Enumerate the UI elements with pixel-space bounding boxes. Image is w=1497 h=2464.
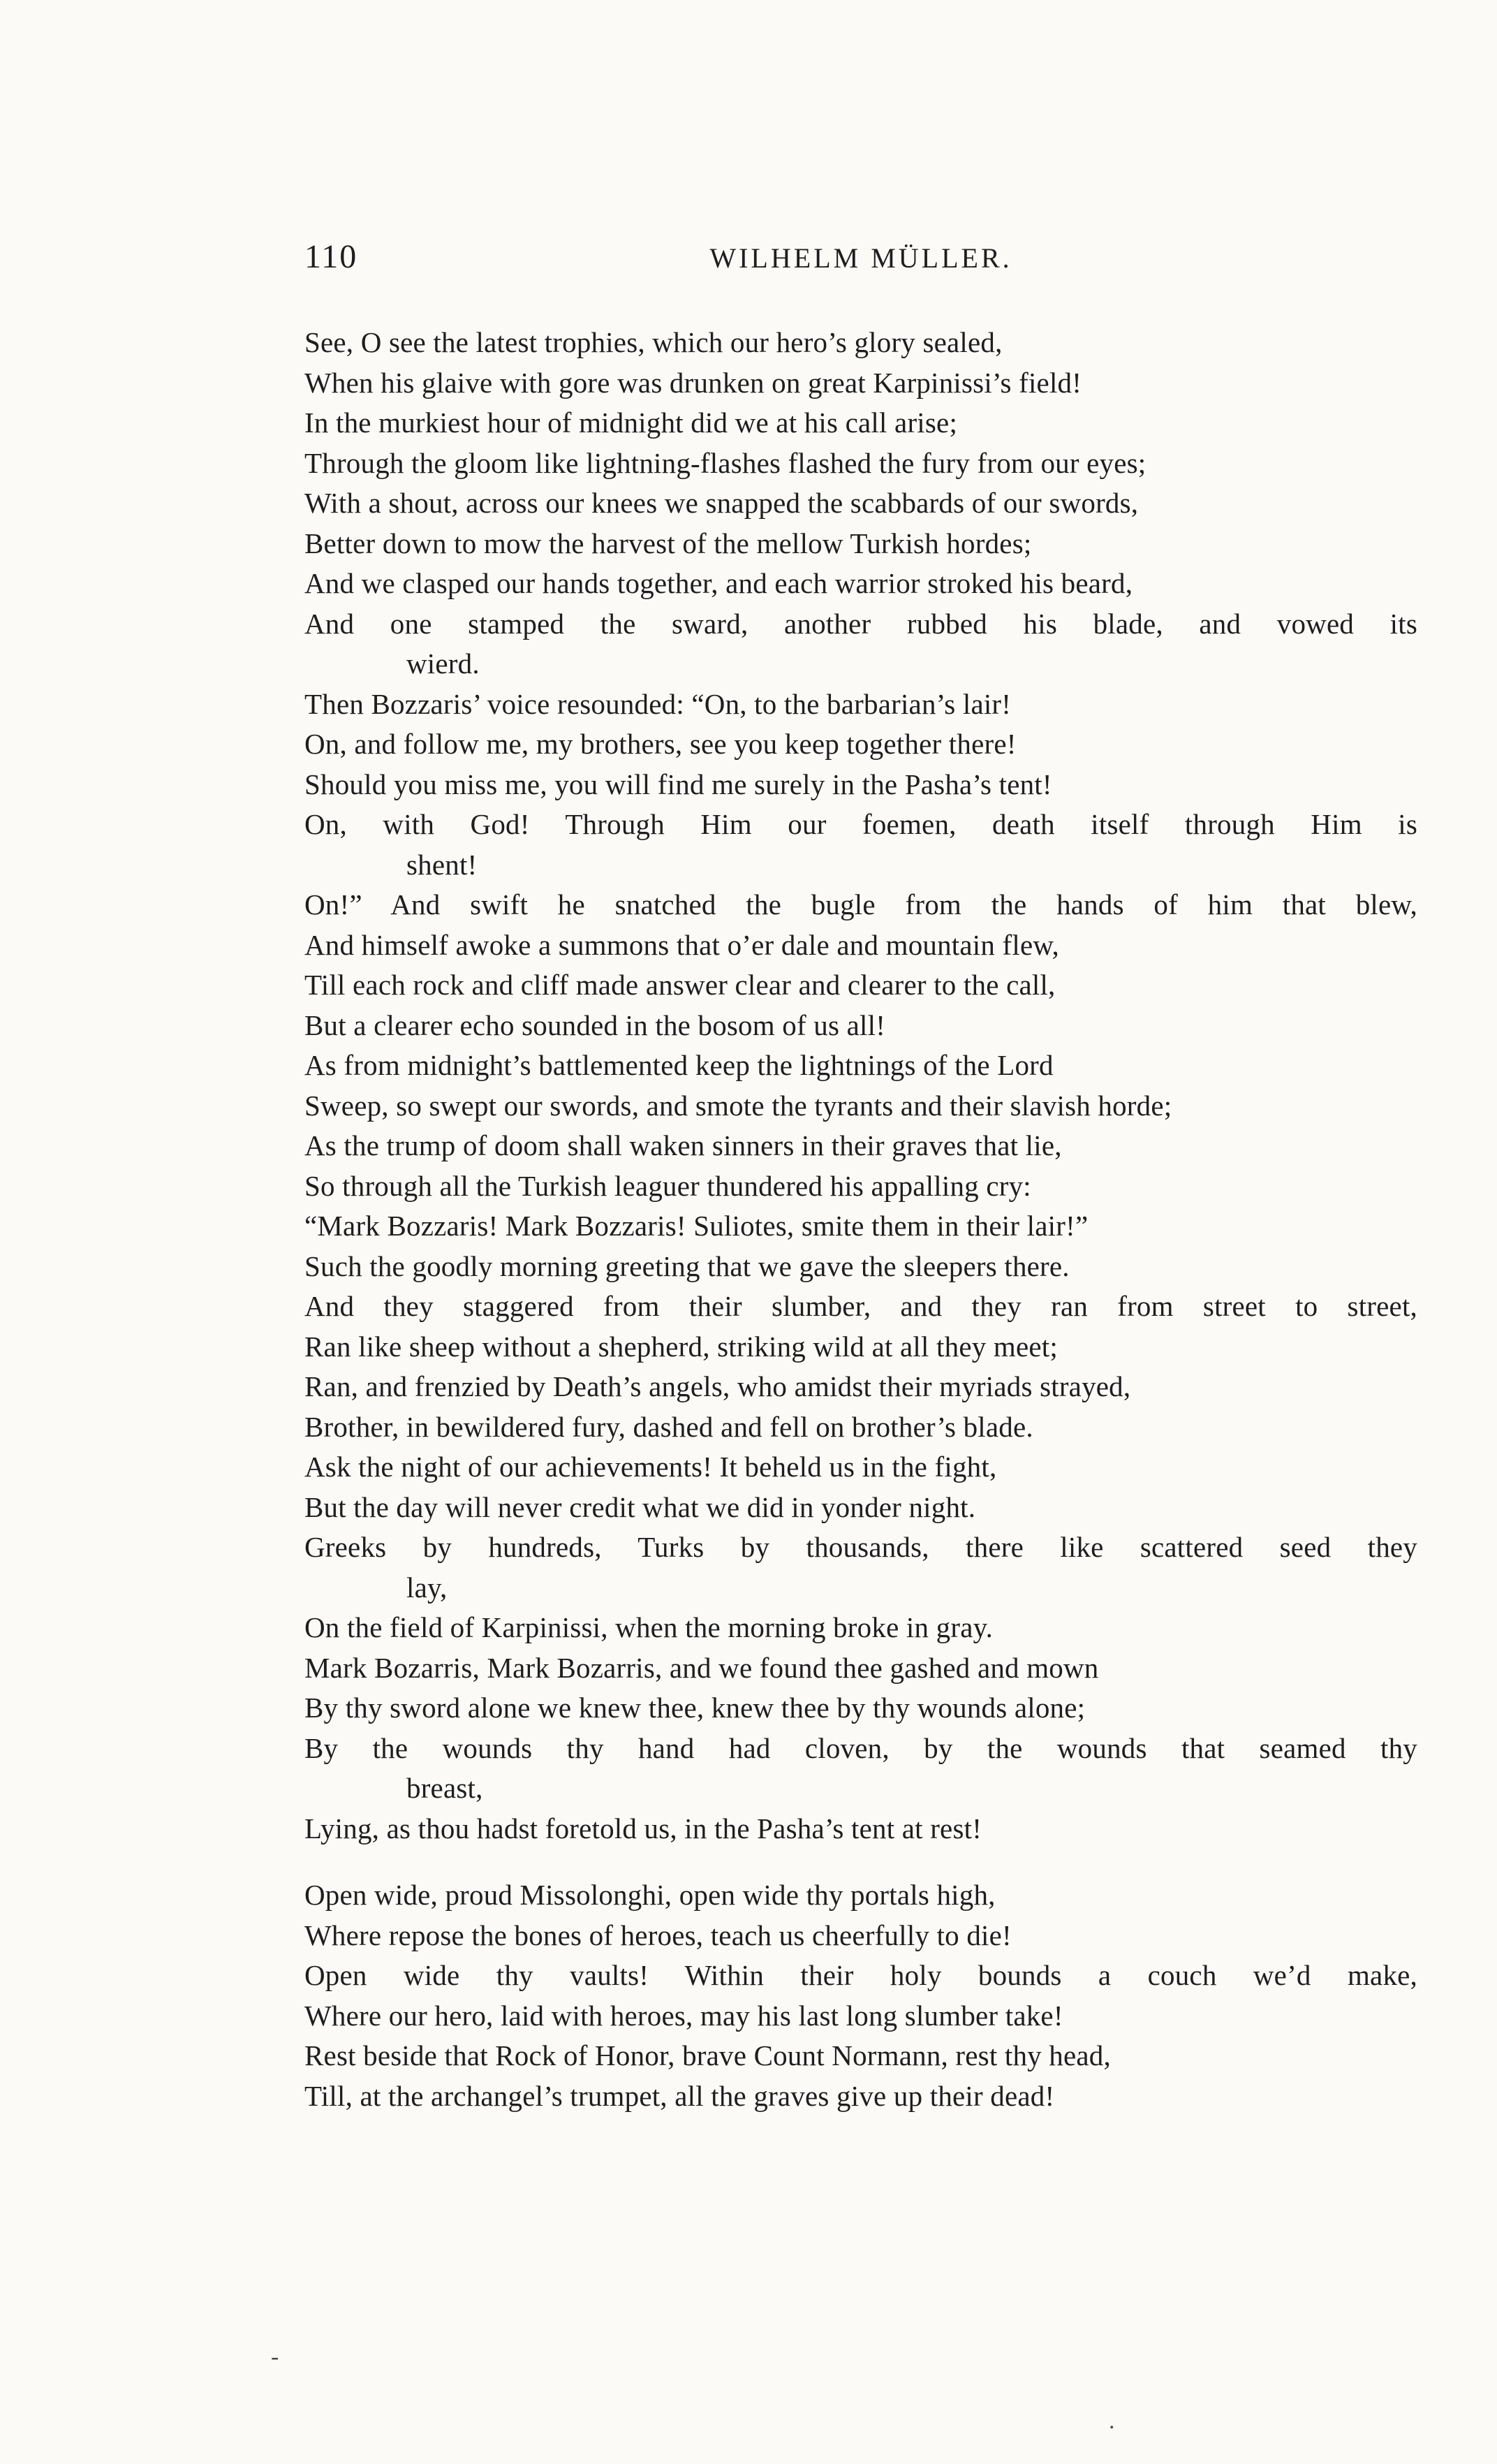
poem [304, 323, 1417, 2116]
poem-line: When his glaive with gore was drunken on great Karpinissi’s field! [304, 366, 1082, 399]
poem-line: wierd. [406, 647, 480, 680]
poem-line: Brother, in bewildered fury, dashed and fell on brother’s blade. [304, 1410, 1033, 1443]
poem-line: And we clasped our hands together, and each warrior stroked his beard, [304, 567, 1133, 599]
poem-line: Open wide, proud Missolonghi, open wide thy portals high, [304, 1879, 996, 1911]
poem-line: lay, [406, 1571, 448, 1604]
poem-line: Such the goodly morning greeting that we gave the sleepers there. [304, 1249, 1070, 1282]
poem-line: On!” And swift he snatched the bugle from the hands of him that blew, [304, 888, 1417, 921]
poem-line: Ask the night of our achievements! It beheld us in the fight, [304, 1451, 997, 1483]
poem-line: Till each rock and cliff made answer clear and clearer to the call, [304, 969, 1056, 1001]
poem-line: shent! [406, 848, 478, 881]
poem-line: By the wounds thy hand had cloven, by the wounds that seamed thy [304, 1731, 1417, 1764]
page-header [304, 237, 1417, 286]
poem-line: Then Bozzaris’ voice resounded: “On, to the barbarian’s lair! [304, 687, 1012, 720]
poem-line: See, O see the latest trophies, which our hero’s glory sealed, [304, 326, 1003, 358]
poem-line: Greeks by hundreds, Turks by thousands, there like scattered seed they [304, 1531, 1417, 1563]
poem-line: In the murkiest hour of midnight did we at his call arise; [304, 406, 958, 439]
scan-artifact-dot: . [1109, 2408, 1115, 2434]
stanza [304, 1875, 1417, 2116]
poem-line: But a clearer echo sounded in the bosom of us all! [304, 1009, 886, 1041]
poem-line: Open wide thy vaults! Within their holy bounds a couch we’d make, [304, 1959, 1417, 1991]
poem-line: And himself awoke a summons that o’er dale and mountain flew, [304, 928, 1059, 961]
poem-line: Ran, and frenzied by Death’s angels, who amidst their myriads strayed, [304, 1370, 1131, 1402]
poem-line: Where our hero, laid with heroes, may his last long slumber take! [304, 1999, 1063, 2032]
poem-line: Lying, as thou hadst foretold us, in the Pasha’s tent at rest! [304, 1812, 982, 1845]
poem-line: Ran like sheep without a shepherd, striking wild at all they meet; [304, 1330, 1058, 1363]
poem-line: As from midnight’s battlemented keep the lightnings of the Lord [304, 1049, 1054, 1081]
running-header: WILHELM MÜLLER. [709, 242, 1012, 274]
poem-line: On, with God! Through Him our foemen, death itself through Him is [304, 808, 1417, 840]
poem-line: “Mark Bozzaris! Mark Bozzaris! Suliotes, smite them in their lair!” [304, 1210, 1089, 1242]
poem-line: Sweep, so swept our swords, and smote the tyrants and their slavish horde; [304, 1089, 1172, 1122]
poem-line: And they staggered from their slumber, and they ran from street to street, [304, 1290, 1417, 1322]
poem-line: With a shout, across our knees we snapped the scabbards of our swords, [304, 487, 1139, 519]
poem-line: On the field of Karpinissi, when the morning broke in gray. [304, 1611, 994, 1643]
poem-line: So through all the Turkish leaguer thundered his appalling cry: [304, 1169, 1031, 1202]
poem-line: But the day will never credit what we did in yonder night. [304, 1490, 976, 1523]
poem-line: Better down to mow the harvest of the mellow Turkish hordes; [304, 527, 1032, 559]
poem-line: Rest beside that Rock of Honor, brave Count Normann, rest thy head, [304, 2039, 1111, 2071]
poem-line: breast, [406, 1772, 483, 1804]
poem-line: Till, at the archangel’s trumpet, all the graves give up their dead! [304, 2079, 1055, 2112]
poem-line: Through the gloom like lightning-flashes flashed the fury from our eyes; [304, 446, 1146, 479]
poem-line: And one stamped the sward, another rubbed his blade, and vowed its [304, 607, 1417, 640]
stanza [304, 323, 1417, 1849]
page-number: 110 [304, 238, 358, 275]
poem-line: As the trump of doom shall waken sinners in their graves that lie, [304, 1129, 1062, 1161]
poem-line: On, and follow me, my brothers, see you keep together there! [304, 728, 1017, 760]
poem-line: Should you miss me, you will find me surely in the Pasha’s tent! [304, 768, 1052, 800]
poem-line: Mark Bozarris, Mark Bozarris, and we found thee gashed and mown [304, 1651, 1099, 1684]
poem-line: By thy sword alone we knew thee, knew thee by thy wounds alone; [304, 1692, 1086, 1724]
scan-artifact-dash: - [271, 2344, 279, 2370]
poem-line: Where repose the bones of heroes, teach us cheerfully to die! [304, 1919, 1012, 1951]
